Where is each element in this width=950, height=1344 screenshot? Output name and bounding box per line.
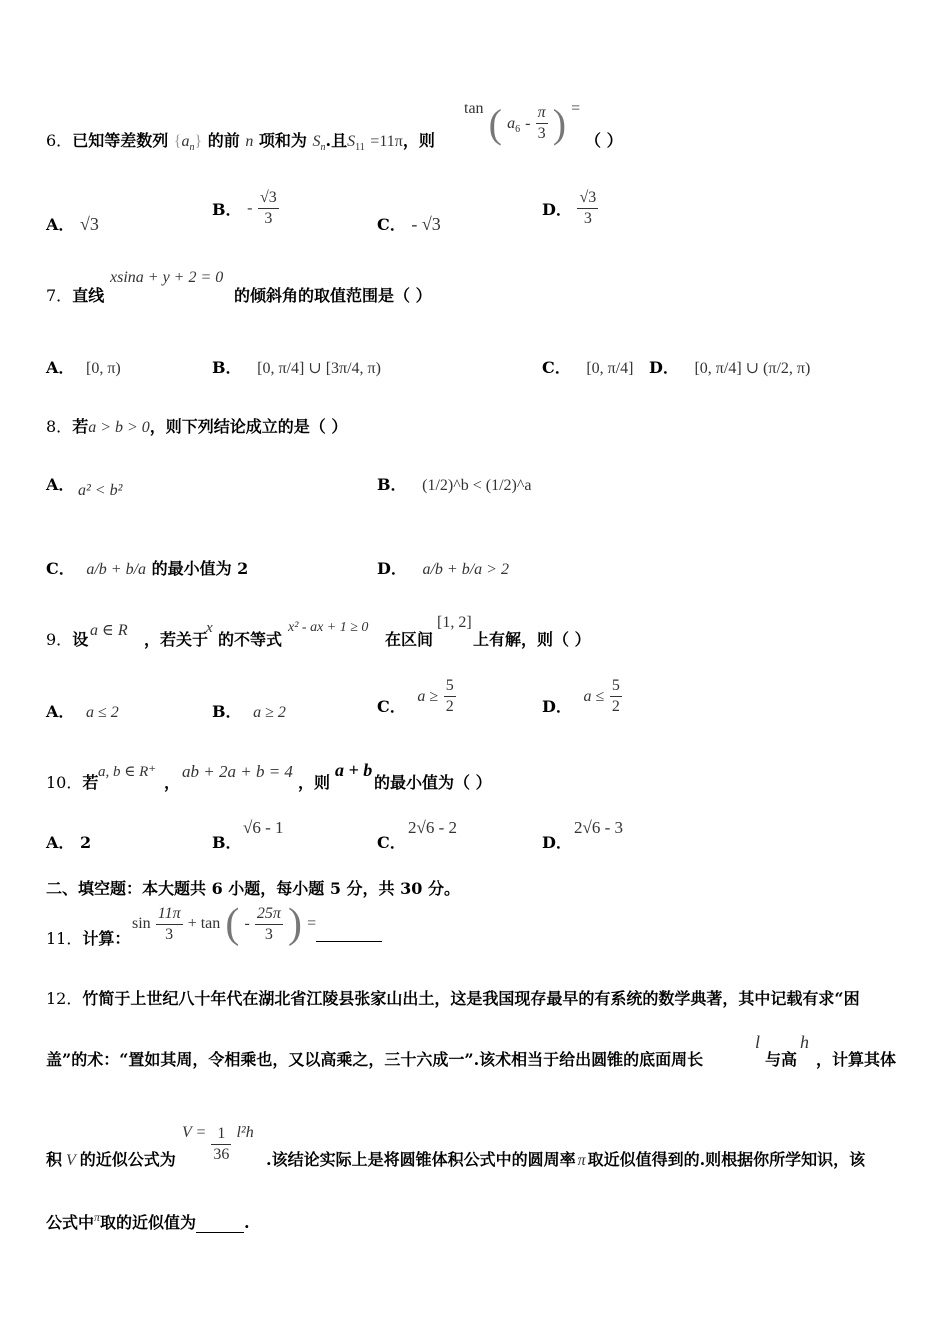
question-11: 11．计算： — [46, 929, 131, 948]
q6-expression: tan ( $a_6$ - $\frac{\pi}{3}$ ) = — [464, 100, 581, 146]
condition: a, b ∈ R⁺ — [98, 764, 157, 780]
exam-page: 6．已知等差数列 $\{a_n\}$ 的前 n 项和为 $S_n$.且$S_{11} =11\pi$，则 tan ( $a_6$ - $\frac{\pi}{3}$ ) = （ ） A． √3 B． - $\frac{√3}{3}$ C． - √3 D． $\frac{√3}{3}$ 7．直线 xsina + y + 2 = 0 的倾斜角的取值范围是（ ） A． [0, π) B． [0, π/4] ∪ [3π/4, π) C． [0, π/4] D． [0, π/4] ∪ (π/2, π) 8．若a > b > 0，则下列结论成立的是（ ） A． a² < b² B． (1/2)^b < (1/2)^a C． a/b + b/a 的最小值为 2 D． a/b + b/a > 2 9．设 a ∈ R ，若关于 x 的不等式 x² - ax + 1 ≥ 0 在区间 [1, 2] 上有解，则（ ） A． a ≤ 2 B． a ≥ 2 C． a ≥ $\frac{5}{2}$ D． a ≤ $\frac{5}{2}$ 10．若 a, b ∈ R⁺ ， ab + 2a + b = 4 ，则 a + b 的最小值为（ ） A． 2 B． √6 - 1 C． 2√6 - 2 D． 2√6 - 3 二、填空题：本大题共 6 小题，每小题 5 分，共 30 分。 11．计算： sin $\frac{11\pi}{3}$ + tan ( - $\frac{25\pi}{3}$ ) = 12．竹简于上世纪八十年代在湖北省江陵县张家山出土，这是我国现存最早的有系统的数学典著，其中记载有求“困 盖”的术：“置如其周，令相乘也，又以高乘之，三十六成一”.该术相当于给出圆锥的底面周长 l 与高 h ，计算其体 积 V 的近似公式为 V = $\frac{1}{36}$ l²h .该结论实际上是将圆锥体积公式中的圆周率 π 取近似值得到的.则根据你所学知识，该 公式中$^\pi$取的近似值为 . — [46, 100, 897, 1232]
option-d[interactable]: D． a/b + b/a > 2 — [377, 559, 509, 578]
option-a[interactable]: A． a ≤ 2 — [46, 702, 119, 721]
question-7: 7．直线 — [46, 286, 105, 305]
fraction: $\frac{√3}{3}$ — [260, 189, 277, 227]
fraction: $\frac{11\pi}{3}$ — [157, 904, 181, 943]
question-12: 12．竹简于上世纪八十年代在湖北省江陵县张家山出土，这是我国现存最早的有系统的数学典著，其中记载有求“困 — [46, 989, 860, 1008]
interval: [1, 2] — [437, 614, 472, 631]
option-c[interactable]: C． a/b + b/a 的最小值为 2 — [46, 559, 249, 578]
fraction: $\frac{25\pi}{3}$ — [256, 904, 281, 943]
option-a[interactable]: A． 2 — [46, 833, 92, 852]
option-c[interactable]: C． a ≥ $\frac{5}{2}$ — [377, 677, 454, 716]
question-6: 6．已知等差数列 $\{a_n\}$ 的前 n 项和为 $S_n$.且$S_{11} =11\pi$，则 — [46, 131, 435, 154]
fraction: $\frac{5}{2}$ — [445, 677, 454, 715]
condition: a ∈ R — [90, 622, 128, 639]
option-d[interactable]: D． $\frac{√3}{3}$ — [542, 189, 597, 227]
option-c[interactable]: C． [0, π/4] — [542, 358, 634, 377]
question-12-line2: 盖”的术：“置如其周，令相乘也，又以高乘之，三十六成一”.该术相当于给出圆锥的底面周长 — [46, 1050, 704, 1069]
answer-blank[interactable] — [316, 941, 382, 942]
option-b[interactable]: B． [0, π/4] ∪ [3π/4, π) — [212, 358, 381, 377]
option-a[interactable]: A． [0, π) — [46, 358, 121, 377]
fraction: $\frac{5}{2}$ — [611, 677, 620, 715]
option-d[interactable]: D． [0, π/4] ∪ (π/2, π) — [649, 358, 811, 377]
target-expression: a + b — [335, 760, 373, 780]
option-b[interactable]: B． - $\frac{√3}{3}$ — [212, 189, 277, 227]
option-b[interactable]: B． (1/2)^b < (1/2)^a — [377, 475, 532, 494]
option-d-value: 2√6 - 3 — [574, 818, 623, 837]
fraction: $\frac{\pi}{3}$ — [537, 104, 546, 142]
answer-blank[interactable] — [196, 1213, 244, 1233]
line-equation: xsina + y + 2 = 0 — [110, 269, 224, 286]
option-a[interactable]: A． √3 — [46, 214, 99, 234]
option-d[interactable]: D． — [542, 833, 572, 852]
question-9: 9．设 — [46, 630, 89, 649]
option-b[interactable]: B． a ≥ 2 — [212, 702, 286, 721]
fraction: $\frac{1}{36}$ — [213, 1125, 230, 1163]
option-a-value: a² < b² — [78, 482, 123, 499]
option-b[interactable]: B． — [212, 833, 242, 852]
question-12-line3: 积 V 的近似公式为 — [46, 1150, 176, 1169]
equation: ab + 2a + b = 4 — [182, 762, 293, 781]
sequence-symbol: a — [181, 133, 190, 150]
question-8: 8．若a > b > 0，则下列结论成立的是（ ） — [46, 417, 348, 436]
question-12-line4: 公式中$^\pi$取的近似值为 . — [46, 1210, 250, 1232]
option-c[interactable]: C． — [377, 833, 406, 852]
question-10: 10．若 — [46, 773, 99, 792]
option-c-value: 2√6 - 2 — [408, 818, 457, 837]
question-text: 已知等差数列 — [72, 131, 169, 150]
option-b-value: √6 - 1 — [243, 818, 284, 837]
q11-expression: sin $\frac{11\pi}{3}$ + tan ( - $\frac{25\pi}{3}$ ) = — [132, 901, 317, 947]
option-c[interactable]: C． - √3 — [377, 214, 441, 234]
volume-formula: V = $\frac{1}{36}$ l²h — [182, 1124, 254, 1163]
option-a[interactable]: A． — [46, 475, 75, 494]
question-text: 的倾斜角的取值范围是（ ） — [234, 286, 432, 305]
inequality: x² - ax + 1 ≥ 0 — [288, 620, 369, 635]
fraction: $\frac{√3}{3}$ — [579, 189, 597, 227]
option-d[interactable]: D． a ≤ $\frac{5}{2}$ — [542, 677, 620, 716]
section-heading: 二、填空题：本大题共 6 小题，每小题 5 分，共 30 分。 — [46, 879, 460, 898]
answer-blank: （ ） — [585, 131, 623, 150]
question-number: 6． — [46, 131, 73, 150]
